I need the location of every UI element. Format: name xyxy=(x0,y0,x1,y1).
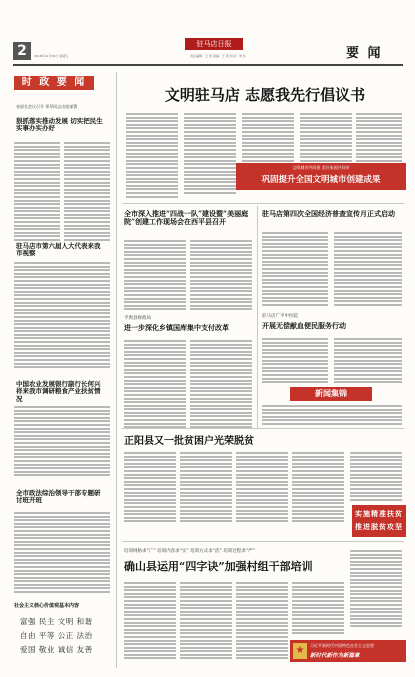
four-battles-title: 全市深入推进“四战一队”建设暨“美丽庭院”创建工作现场会在西平县召开 xyxy=(124,209,249,227)
queshan-body-col2 xyxy=(180,582,232,661)
story1-title: 狠抓落实推动发展 切实把民生实事办实办好 xyxy=(16,117,103,133)
blood-drive-body xyxy=(262,338,328,385)
poverty-slogan-line2: 推进脱贫攻坚 xyxy=(355,523,403,531)
pingyu-body xyxy=(124,340,186,430)
core-values-line2: 自由 平等 公正 法治 xyxy=(20,631,93,640)
four-battles-body xyxy=(124,240,186,312)
zhengyang-body-col4 xyxy=(292,452,344,524)
zhengyang-body-col5 xyxy=(350,452,402,502)
sidebar-divider xyxy=(116,72,117,668)
zhengyang-body-col2 xyxy=(180,452,232,524)
masthead-logo: 驻马店日报 xyxy=(185,38,243,50)
banner-bottom-rule xyxy=(122,203,404,204)
zhengyang-body-col1 xyxy=(124,452,176,524)
story1-body-col2 xyxy=(64,142,110,243)
proposal-body-col5 xyxy=(356,113,402,167)
proposal-body-col1 xyxy=(126,113,178,199)
queshan-kicker: 培训网格求“广” 培训内容求“实” 培训方式求“活” 培训过程求“严” xyxy=(124,549,255,554)
proposal-title: 文明驻马店 志愿我先行倡议书 xyxy=(164,86,366,104)
queshan-body-col3 xyxy=(236,582,288,661)
story4-title: 全市政法综治领导干部专题研讨班开班 xyxy=(16,489,101,505)
story2-body xyxy=(14,262,110,370)
queshan-title: 确山县运用“四字诀”加强村组干部培训 xyxy=(124,560,313,573)
lower-section-rule xyxy=(122,541,404,542)
page-header xyxy=(0,0,415,64)
editor-line: 责任编辑：王 欢 美编：王 欢 校对：刘 华 xyxy=(190,54,246,58)
section-title: 要 闻 xyxy=(346,46,383,61)
poverty-slogan-box xyxy=(352,505,406,537)
header-rule xyxy=(13,64,403,66)
queshan-body-col1 xyxy=(124,582,176,661)
blood-drive-title: 开展无偿献血便民服务行动 xyxy=(262,321,346,330)
zhengyang-body-col3 xyxy=(236,452,288,524)
xi-thought-emblem: ★ xyxy=(293,643,307,659)
pingyu-body-col2 xyxy=(190,340,252,430)
proposal-body-col3 xyxy=(242,113,294,167)
proposal-body-col2 xyxy=(184,113,236,196)
pingyu-kicker: 平舆县财政局 xyxy=(124,316,151,321)
banner-caption-main: 巩固提升全国文明城市创建成果 xyxy=(261,175,381,185)
date-line: 2018年11月30日 星期五 xyxy=(34,54,69,58)
proposal-body-col4 xyxy=(300,113,352,167)
xi-thought-banner xyxy=(290,640,406,662)
census-body-col2 xyxy=(334,232,402,307)
pingyu-title: 进一步深化乡镇国库集中支付改革 xyxy=(124,323,229,332)
core-values-box xyxy=(14,602,110,666)
story2-title: 驻马店市第六届人大代表来我市视察 xyxy=(16,242,101,258)
page-number-box: 2 xyxy=(13,42,31,60)
story1-kicker: 省部长会议召开 领导同志出席部署 xyxy=(16,104,78,109)
banner-caption-top: 文明城市共同建 美好家园共同享 xyxy=(292,165,350,170)
xi-thought-line1: 习近平新时代中国特色社会主义思想 xyxy=(310,643,374,648)
core-values-line3: 爱国 敬业 诚信 友善 xyxy=(20,645,93,654)
zhengyang-title: 正阳县又一批贫困户光荣脱贫 xyxy=(124,436,254,447)
middle-divider xyxy=(257,206,258,428)
queshan-body-col5 xyxy=(350,550,402,629)
poverty-slogan-line1: 实施精准扶贫 xyxy=(355,510,403,518)
xi-thought-line2: 新时代新作为新篇章 xyxy=(310,653,360,659)
census-title: 驻马店第四次全国经济普查宣传月正式启动 xyxy=(262,209,395,218)
mid-section-rule xyxy=(122,428,404,429)
sidebar-heading: 时 政 要 闻 xyxy=(14,76,94,90)
four-battles-body-col2 xyxy=(190,240,252,312)
core-values-line1: 富强 民主 文明 和谐 xyxy=(20,617,93,626)
core-values-title: 社会主义核心价值观基本内容 xyxy=(14,603,80,609)
news-digest-box: 新闻集锦 xyxy=(290,387,372,401)
census-body xyxy=(262,232,328,307)
queshan-body-col4 xyxy=(292,582,344,636)
story3-body xyxy=(14,406,110,478)
blood-drive-kicker: 驻马店广平中医院 xyxy=(262,314,298,319)
story4-body xyxy=(14,512,110,595)
story1-body xyxy=(14,142,60,243)
blood-drive-body-col2 xyxy=(334,338,402,385)
civilization-banner xyxy=(236,163,406,190)
story3-title: 中国农业发展银行副行长何兴祥来我市调研粮食产业扶贫情况 xyxy=(16,380,101,403)
news-digest-body xyxy=(262,405,402,427)
